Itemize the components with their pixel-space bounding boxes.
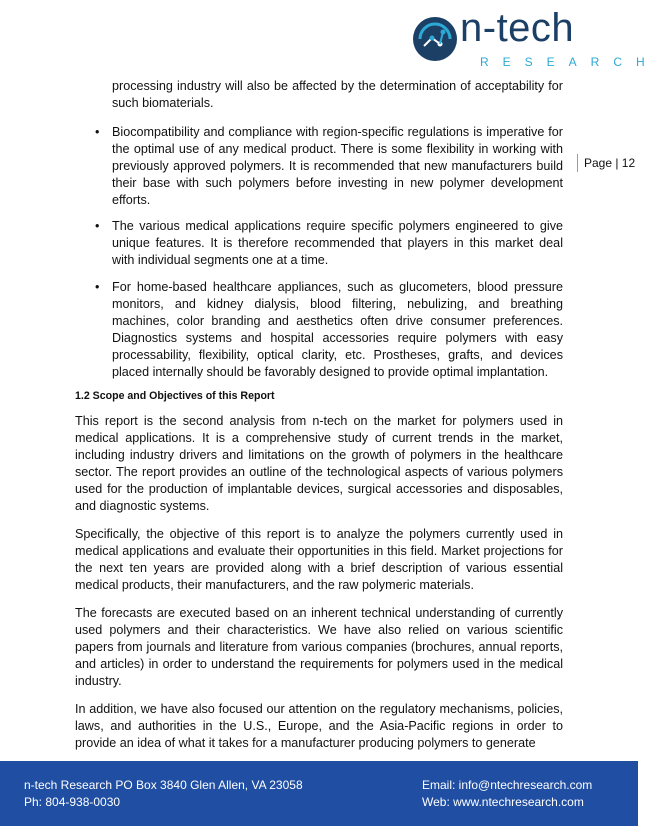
footer-web[interactable]: Web: www.ntechresearch.com	[422, 795, 584, 809]
paragraph: In addition, we have also focused our attention on the regulatory mechanisms, policies, laws, and authorities in the U.S., Europe, and the Asia-Pacific regions in order to provide an idea of what it takes for a manufacturer producing polymers to generate	[75, 702, 563, 750]
logo-wordmark: n-tech	[460, 6, 575, 50]
ntech-logo	[410, 6, 659, 70]
section-heading: 1.2 Scope and Objectives of this Report	[75, 390, 275, 402]
globe-circuit-icon	[410, 14, 460, 64]
continuation-text: processing industry will also be affected by the determination of acceptability for such biomaterials.	[112, 79, 563, 110]
page-number: Page | 12	[577, 154, 638, 172]
footer-email[interactable]: Email: info@ntechresearch.com	[422, 778, 593, 792]
footer-phone: Ph: 804-938-0030	[24, 795, 121, 809]
footer-contact	[24, 777, 303, 811]
bullet-item: • The various medical applications require specific polymers engineered to give unique features. It is therefore recommended that players in this market deal with individual segments one at a time.	[112, 218, 563, 269]
footer-address: n-tech Research PO Box 3840 Glen Allen, VA 23058	[24, 778, 303, 792]
paragraph: This report is the second analysis from n-tech on the market for polymers used in medical applications. It is a comprehensive study of current trends in the market, including industry drivers and limitations on the growth of polymers in the healthcare sector. The report provides an outline of the technological aspects of various polymers used for the production of implantable devices, surgical accessories and disposables, and diagnostic systems.	[75, 414, 563, 513]
logo-subtitle: RESEARCH	[480, 55, 659, 69]
paragraph: The forecasts are executed based on an inherent technical understanding of currently used polymers and their characteristics. We have also relied on various scientific papers from journals and literature from various companies (brochures, annual reports, and articles) in order to understand the requirements for polymers used in the medical industry.	[75, 606, 563, 688]
bullet-item: • Biocompatibility and compliance with region-specific regulations is imperative for the optimal use of any medical product. There is some flexibility in working with previously approved polymers. It is recommended that new manufacturers build their base with such polymers before investing in new polymer development efforts.	[112, 124, 563, 209]
bullet-item: • For home-based healthcare appliances, such as glucometers, blood pressure monitors, and kidney dialysis, blood filtering, nebulizing, and breathing machines, color branding and aesthetics often drive consumer preferences. Diagnostics systems and hospital accessories require polymers with easy processability, flexibility, optical clarity, etc. Prostheses, grafts, and devices placed internally should be favorably designed to provide optimal implantation.	[112, 279, 563, 381]
footer-online	[422, 777, 592, 811]
paragraph: Specifically, the objective of this report is to analyze the polymers currently used in medical applications and evaluate their opportunities in this field. Market projections for the next ten years are provided along with a brief description of various essential medical products, their manufacturers, and the raw polymeric materials.	[75, 527, 563, 592]
footer	[0, 761, 638, 826]
